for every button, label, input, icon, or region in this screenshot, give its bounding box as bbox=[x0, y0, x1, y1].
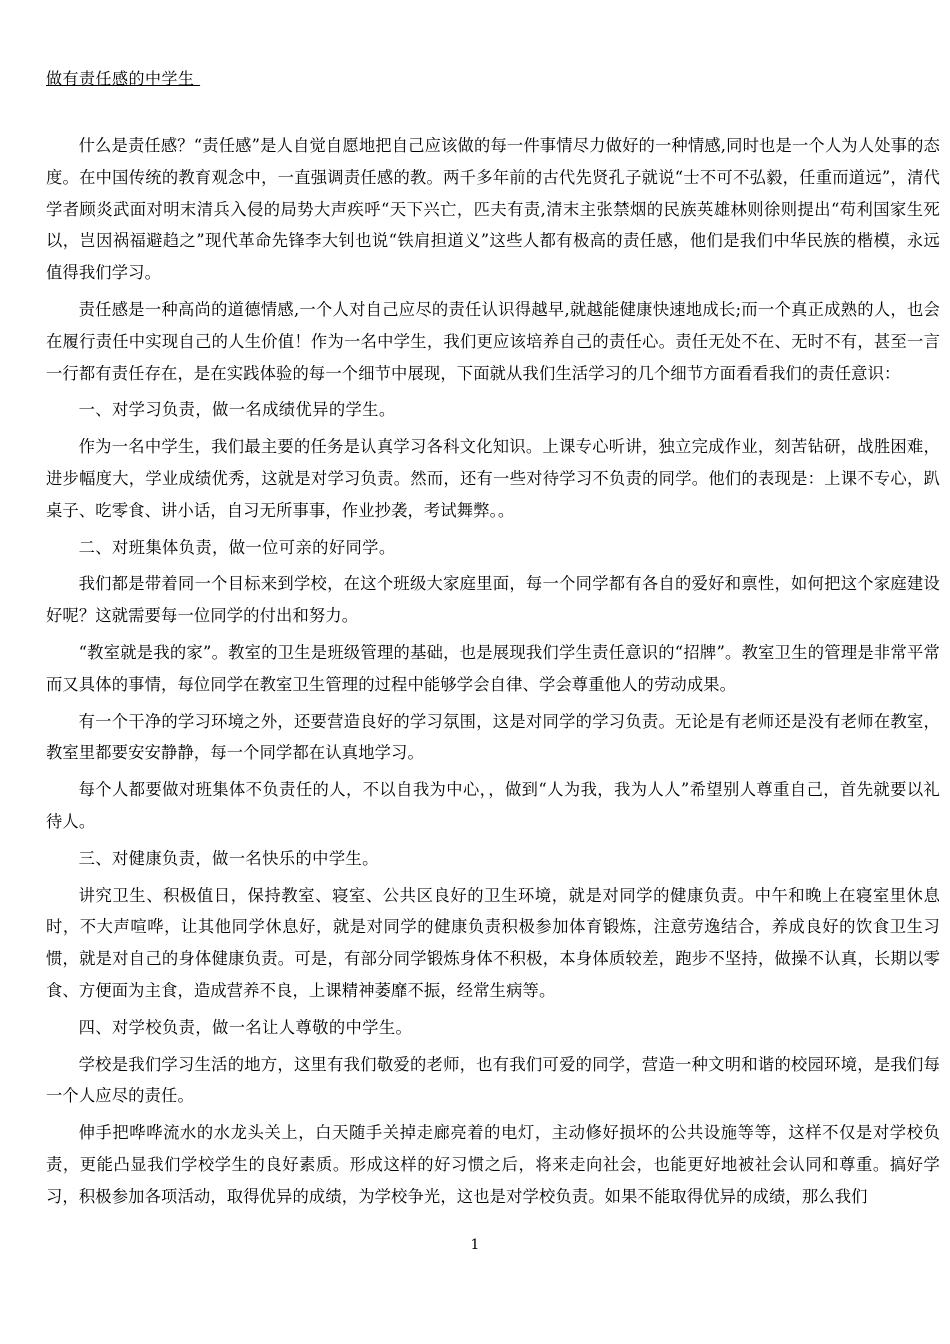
paragraph-classroom-hygiene: “教室就是我的家”。教室的卫生是班级管理的基础，也是展现我们学生责任意识的“招牌”。教室卫生的管理是非常平常而又具体的事情，每位同学在教室卫生管理的过程中能够学会自律、学会尊重他人的劳动成果。 bbox=[46, 642, 940, 694]
paragraph-class-intro: 我们都是带着同一个目标来到学校，在这个班级大家庭里面，每一个同学都有各自的爱好和禀性，如何把这个家庭建设好呢？这就需要每一位同学的付出和努力。 bbox=[46, 574, 940, 626]
paragraph-definition: 什么是责任感？“责任感”是人自觉自愿地把自己应该做的每一件事情尽力做好的一种情感,同时也是一个人为人处事的态度。在中国传统的教育观念中，一直强调责任感的教。两千多年前的古代先贤孔子就说“士不可不弘毅，任重而道远”，清代学者顾炎武面对明末清兵入侵的局势大声疾呼“天下兴亡，匹夫有责,清末主张禁烟的民族英雄林则徐则提出“苟利国家生死以，岂因祸福避趋之”现代革命先锋李大钊也说“铁肩担道义”这些人都有极高的责任感，他们是我们中华民族的楷模，永远值得我们学习。 bbox=[46, 136, 940, 283]
paragraph-school-intro: 学校是我们学习生活的地方，这里有我们敬爱的老师，也有我们可爱的同学，营造一种文明和谐的校园环境，是我们每一个人应尽的责任。 bbox=[46, 1054, 940, 1106]
paragraph-respect: 每个人都要做对班集体不负责任的人，不以自我为中心，，做到“人为我，我为人人”希望别人尊重自己，首先就要以礼待人。 bbox=[46, 780, 940, 831]
paragraph-school-habits: 伸手把哗哗流水的水龙头关上，白天随手关掉走廊亮着的电灯，主动修好损坏的公共设施等等，这样不仅是对学校负责，更能凸显我们学校学生的良好素质。形成这样的好习惯之后，将来走向社会，也能更好地被社会认同和尊重。搞好学习，积极参加各项活动，取得优异的成绩，为学校争光，这也是对学校负责。如果不能取得优异的成绩，那么我们 bbox=[46, 1123, 940, 1206]
section-heading-school: 四、对学校负责，做一名让人尊敬的中学生。 bbox=[78, 1017, 413, 1037]
section-heading-health: 三、对健康负责，做一名快乐的中学生。 bbox=[78, 848, 379, 868]
section-heading-study: 一、对学习负责，做一名成绩优异的学生。 bbox=[78, 400, 396, 420]
paragraph-health: 讲究卫生、积极值日，保持教室、寝室、公共区良好的卫生环境，就是对同学的健康负责。中午和晚上在寝室里休息时，不大声喧哗，让其他同学休息好，就是对同学的健康负责积极参加体育锻炼，注意劳逸结合，养成良好的饮食卫生习惯，就是对自己的身体健康负责。可是，有部分同学锻炼身体不积极，本身体质较差，跑步不坚持，做操不认真，长期以零食、方便面为主食，造成营养不良，上课精神萎靡不振，经常生病等。 bbox=[46, 885, 940, 1000]
paragraph-study: 作为一名中学生，我们最主要的任务是认真学习各科文化知识。上课专心听讲，独立完成作业，刻苦钻研，战胜困难，进步幅度大，学业成绩优秀，这就是对学习负责。然而，还有一些对待学习不负责的同学。他们的表现是：上课不专心，趴桌子、吃零食、讲小话，自习无所事事，作业抄袭，考试舞弊。。 bbox=[46, 437, 940, 520]
section-heading-class: 二、对班集体负责，做一位可亲的好同学。 bbox=[78, 537, 396, 557]
paragraph-importance: 责任感是一种高尚的道德情感,一个人对自己应尽的责任认识得越早,就越能健康快速地成长;而一个真正成熟的人，也会在履行责任中实现自己的人生价值！作为一名中学生，我们更应该培养自己的责任心。责任无处不在、无时不有，甚至一言一行都有责任存在，是在实践体验的每一个细节中展现，下面就从我们生活学习的几个细节方面看看我们的责任意识： bbox=[46, 299, 940, 383]
document-body bbox=[46, 130, 940, 1218]
paragraph-study-atmosphere: 有一个干净的学习环境之外，还要营造良好的学习氛围，这是对同学的学习负责。无论是有老师还是没有老师在教室，教室里都要安安静静，每一个同学都在认真地学习。 bbox=[46, 711, 940, 763]
page-number: 1 bbox=[470, 1237, 480, 1253]
document-title: 做有责任感的中学生 bbox=[46, 69, 201, 88]
